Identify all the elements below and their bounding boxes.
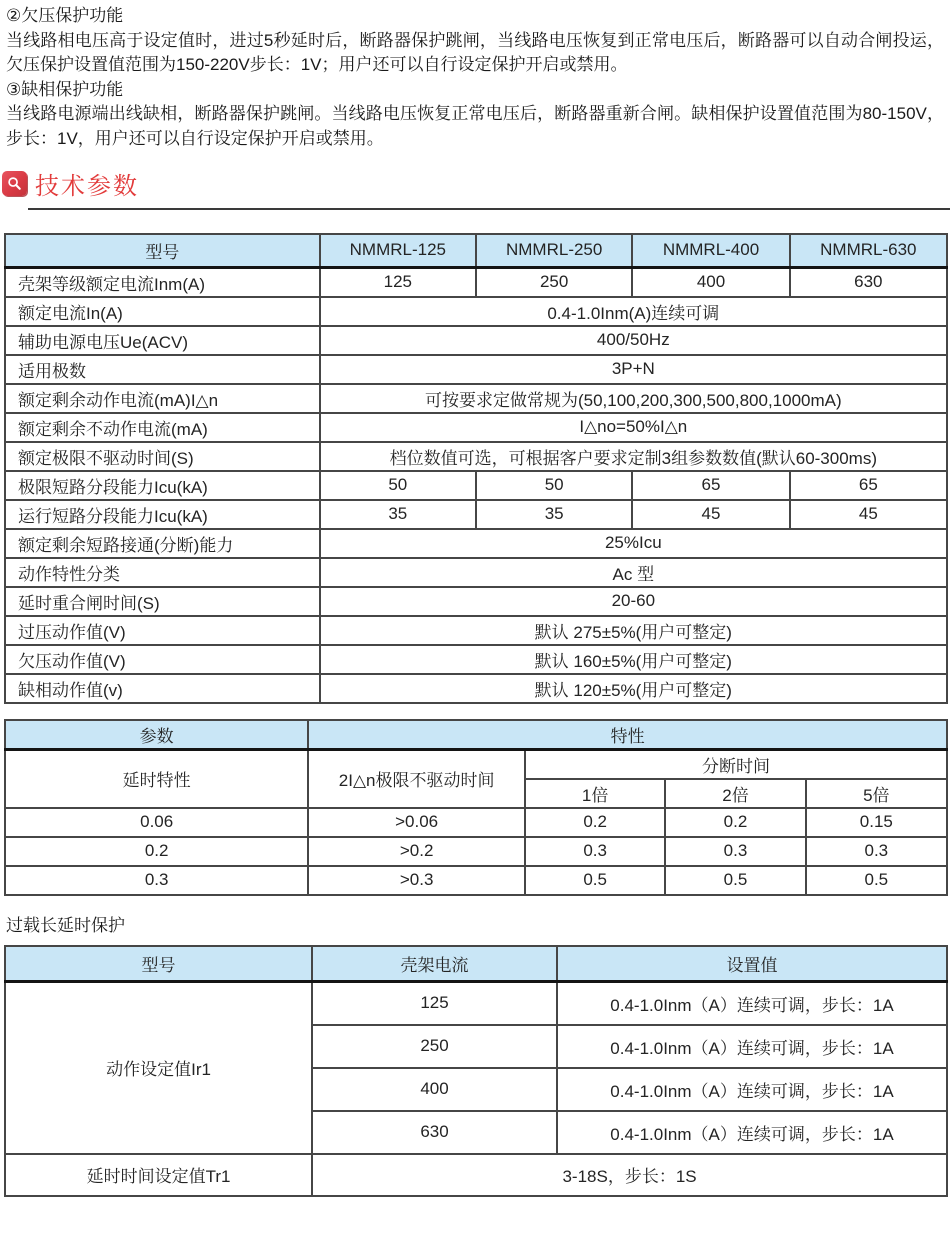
row-label: 额定剩余动作电流(mA)I△n [5, 384, 320, 413]
spec-value-cell: 25%Icu [320, 529, 947, 558]
row-label: 缺相动作值(v) [5, 674, 320, 703]
table-row [5, 442, 947, 471]
table-row [5, 355, 947, 384]
breaking-time-label: 分断时间 [525, 749, 947, 779]
frame-current-cell: 630 [312, 1111, 557, 1154]
spec-value-cell: 0.4-1.0Inm(A)连续可调 [320, 297, 947, 326]
magnifier-icon [2, 171, 27, 196]
column-header-parameter: 参数 [5, 720, 308, 750]
spec-value-cell: 3P+N [320, 355, 947, 384]
section-title: 技术参数 [35, 173, 139, 200]
table-row [5, 837, 947, 866]
delay-value-cell: 0.2 [525, 808, 665, 837]
column-header-nmmrl-125: NMMRL-125 [320, 234, 476, 267]
setting-value-cell: 0.4-1.0Inm（A）连续可调，步长：1A [557, 1025, 947, 1068]
frame-current-cell: 400 [312, 1068, 557, 1111]
column-header-characteristic: 特性 [308, 720, 947, 750]
delay-value-cell: >0.2 [308, 837, 525, 866]
protection-description [0, 0, 952, 151]
spec-value-cell: 默认 160±5%(用户可整定) [320, 645, 947, 674]
spec-value-cell: 65 [632, 471, 789, 500]
spec-value-cell: 125 [320, 267, 476, 297]
row-label: 动作特性分类 [5, 558, 320, 587]
table-row [5, 587, 947, 616]
table-row [5, 267, 947, 297]
row-label: 额定剩余短路接通(分断)能力 [5, 529, 320, 558]
delay-value-cell: >0.06 [308, 808, 525, 837]
table-row [5, 674, 947, 703]
delay-value-cell: 0.5 [806, 866, 947, 895]
table-header-row [5, 720, 947, 750]
spec-value-cell: 45 [632, 500, 789, 529]
column-header-nmmrl-400: NMMRL-400 [632, 234, 789, 267]
column-header-model: 型号 [5, 234, 320, 267]
row-label: 额定极限不驱动时间(S) [5, 442, 320, 471]
setting-value-cell: 0.4-1.0Inm（A）连续可调，步长：1A [557, 1111, 947, 1154]
spec-value-cell: 50 [476, 471, 632, 500]
delay-value-cell: 0.5 [665, 866, 805, 895]
table-row [5, 1154, 947, 1196]
delay-value-cell: 0.2 [5, 837, 308, 866]
table-row [5, 297, 947, 326]
section-header [2, 166, 952, 201]
phase-loss-heading: ③缺相保护功能 [6, 79, 124, 99]
column-header-setting: 设置值 [557, 946, 947, 982]
delay-value-cell: 0.06 [5, 808, 308, 837]
delay-value-cell: >0.3 [308, 866, 525, 895]
spec-value-cell: 630 [790, 267, 947, 297]
delay-value-cell: 0.3 [665, 837, 805, 866]
row-label: 延时重合闸时间(S) [5, 587, 320, 616]
delay-time-setting-label: 延时时间设定值Tr1 [5, 1154, 312, 1196]
spec-value-cell: 50 [320, 471, 476, 500]
frame-current-cell: 125 [312, 982, 557, 1025]
row-label: 壳架等级额定电流Inm(A) [5, 267, 320, 297]
multiple-1x-label: 1倍 [525, 779, 665, 808]
table-row [5, 645, 947, 674]
table-row [5, 558, 947, 587]
row-label: 过压动作值(V) [5, 616, 320, 645]
section-divider [28, 208, 950, 210]
spec-value-cell: 35 [320, 500, 476, 529]
table-row [5, 500, 947, 529]
undervoltage-paragraph: 当线路相电压高于设定值时，进过5秒延时后，断路器保护跳闸，当线路电压恢复到正常电压后，断路器可以自动合闸投运，欠压保护设置值范围为150-220V步长：1V；用户还可以自行设定保护开启或禁用。 [6, 30, 944, 74]
overload-long-delay-table [4, 945, 948, 1197]
delay-value-cell: 0.2 [665, 808, 805, 837]
column-header-nmmrl-630: NMMRL-630 [790, 234, 947, 267]
spec-value-cell: 档位数值可选，可根据客户要求定制3组参数数值(默认60-300ms) [320, 442, 947, 471]
table-header-row [5, 234, 947, 267]
delay-value-cell: 0.15 [806, 808, 947, 837]
row-label: 辅助电源电压Ue(ACV) [5, 326, 320, 355]
multiple-5x-label: 5倍 [806, 779, 947, 808]
table-subheader-row [5, 749, 947, 779]
table-row [5, 982, 947, 1025]
table-row [5, 471, 947, 500]
delay-characteristic-table [4, 719, 948, 896]
table-row [5, 866, 947, 895]
spec-value-cell: 可按要求定做常规为(50,100,200,300,500,800,1000mA) [320, 384, 947, 413]
table-row [5, 413, 947, 442]
delay-value-cell: 0.5 [525, 866, 665, 895]
phase-loss-paragraph: 当线路电源端出线缺相，断路器保护跳闸。当线路电压恢复正常电压后，断路器重新合闸。缺相保护设置值范围为80-150V，步长：1V，用户还可以自行设定保护开启或禁用。 [6, 104, 944, 148]
row-label: 极限短路分段能力Icu(kA) [5, 471, 320, 500]
spec-value-cell: 400 [632, 267, 789, 297]
delay-value-cell: 0.3 [525, 837, 665, 866]
limit-nondriving-time-label: 2I△n极限不驱动时间 [308, 749, 525, 808]
setting-value-cell: 0.4-1.0Inm（A）连续可调，步长：1A [557, 1068, 947, 1111]
table-row [5, 384, 947, 413]
row-label: 额定电流In(A) [5, 297, 320, 326]
table-header-row [5, 946, 947, 982]
table-row [5, 616, 947, 645]
spec-value-cell: Ac 型 [320, 558, 947, 587]
spec-value-cell: 默认 275±5%(用户可整定) [320, 616, 947, 645]
spec-value-cell: 250 [476, 267, 632, 297]
action-setting-label: 动作设定值Ir1 [5, 982, 312, 1154]
row-label: 欠压动作值(V) [5, 645, 320, 674]
delay-value-cell: 0.3 [806, 837, 947, 866]
frame-current-cell: 250 [312, 1025, 557, 1068]
delay-characteristic-label: 延时特性 [5, 749, 308, 808]
spec-value-cell: 65 [790, 471, 947, 500]
column-header-frame-current: 壳架电流 [312, 946, 557, 982]
spec-value-cell: 35 [476, 500, 632, 529]
column-header-model: 型号 [5, 946, 312, 982]
spec-value-cell: 45 [790, 500, 947, 529]
undervoltage-heading: ②欠压保护功能 [6, 6, 124, 25]
row-label: 运行短路分段能力Icu(kA) [5, 500, 320, 529]
delay-value-cell: 0.3 [5, 866, 308, 895]
spec-value-cell: 20-60 [320, 587, 947, 616]
multiple-2x-label: 2倍 [665, 779, 805, 808]
spec-value-cell: 400/50Hz [320, 326, 947, 355]
column-header-nmmrl-250: NMMRL-250 [476, 234, 632, 267]
spec-value-cell: 默认 120±5%(用户可整定) [320, 674, 947, 703]
setting-value-cell: 0.4-1.0Inm（A）连续可调，步长：1A [557, 982, 947, 1025]
overload-protection-caption: 过载长延时保护 [6, 915, 125, 935]
row-label: 适用极数 [5, 355, 320, 384]
row-label: 额定剩余不动作电流(mA) [5, 413, 320, 442]
delay-time-setting-value: 3-18S，步长：1S [312, 1154, 947, 1196]
table-row [5, 529, 947, 558]
table-row [5, 326, 947, 355]
spec-value-cell: I△no=50%I△n [320, 413, 947, 442]
technical-parameters-table [4, 233, 948, 704]
table-row [5, 808, 947, 837]
